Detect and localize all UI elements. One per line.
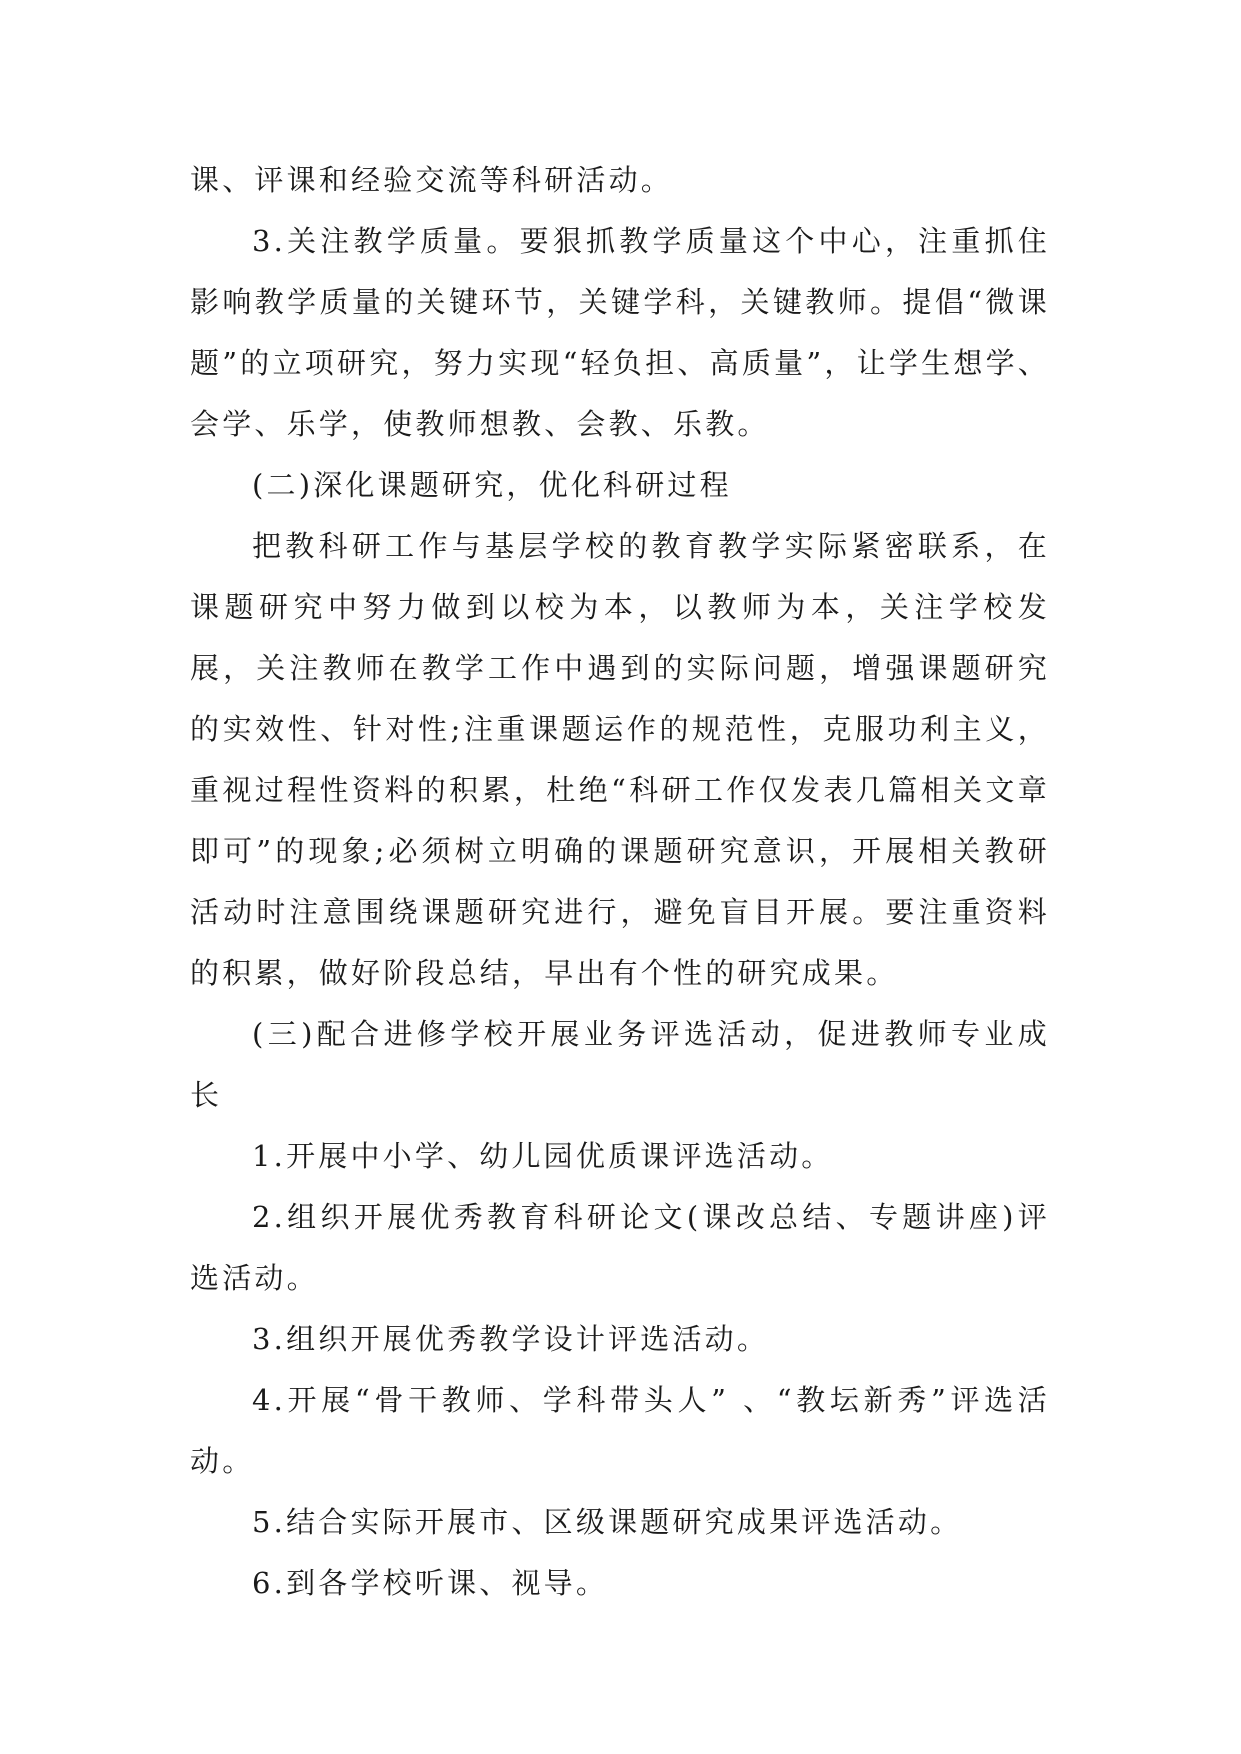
list-item-1: 1.开展中小学、幼儿园优质课评选活动。 bbox=[252, 1139, 834, 1173]
list-item-2: 2.组织开展优秀教育科研论文(课改总结、专题讲座)评选活动。 bbox=[190, 1200, 1050, 1295]
list-item-4: 4.开展“骨干教师、学科带头人” 、“教坛新秀”评选活动。 bbox=[190, 1383, 1050, 1478]
list-item-5: 5.结合实际开展市、区级课题研究成果评选活动。 bbox=[252, 1505, 963, 1539]
document-body bbox=[190, 150, 1050, 1614]
section-heading-evaluation: (三)配合进修学校开展业务评选活动，促进教师专业成长 bbox=[190, 1017, 1050, 1112]
list-item-3: 3.组织开展优秀教学设计评选活动。 bbox=[252, 1322, 770, 1356]
section-heading-research: (二)深化课题研究，优化科研过程 bbox=[252, 468, 732, 502]
paragraph-research-body: 把教科研工作与基层学校的教育教学实际紧密联系，在课题研究中努力做到以校为本，以教师为本，关注学校发展，关注教师在教学工作中遇到的实际问题，增强课题研究的实效性、针对性;注重课题运作的规范性，克服功利主义，重视过程性资料的积累，杜绝“科研工作仅发表几篇相关文章即可”的现象;必须树立明确的课题研究意识，开展相关教研活动时注意围绕课题研究进行，避免盲目开展。要注重资料的积累，做好阶段总结，早出有个性的研究成果。 bbox=[190, 529, 1050, 990]
paragraph-teaching-quality: 3.关注教学质量。要狠抓教学质量这个中心，注重抓住影响教学质量的关键环节，关键学科，关键教师。提倡“微课题”的立项研究，努力实现“轻负担、高质量”，让学生想学、会学、乐学，使教师想教、会教、乐教。 bbox=[190, 224, 1050, 441]
paragraph-continuation: 课、评课和经验交流等科研活动。 bbox=[190, 163, 674, 197]
list-item-6: 6.到各学校听课、视导。 bbox=[252, 1566, 609, 1600]
